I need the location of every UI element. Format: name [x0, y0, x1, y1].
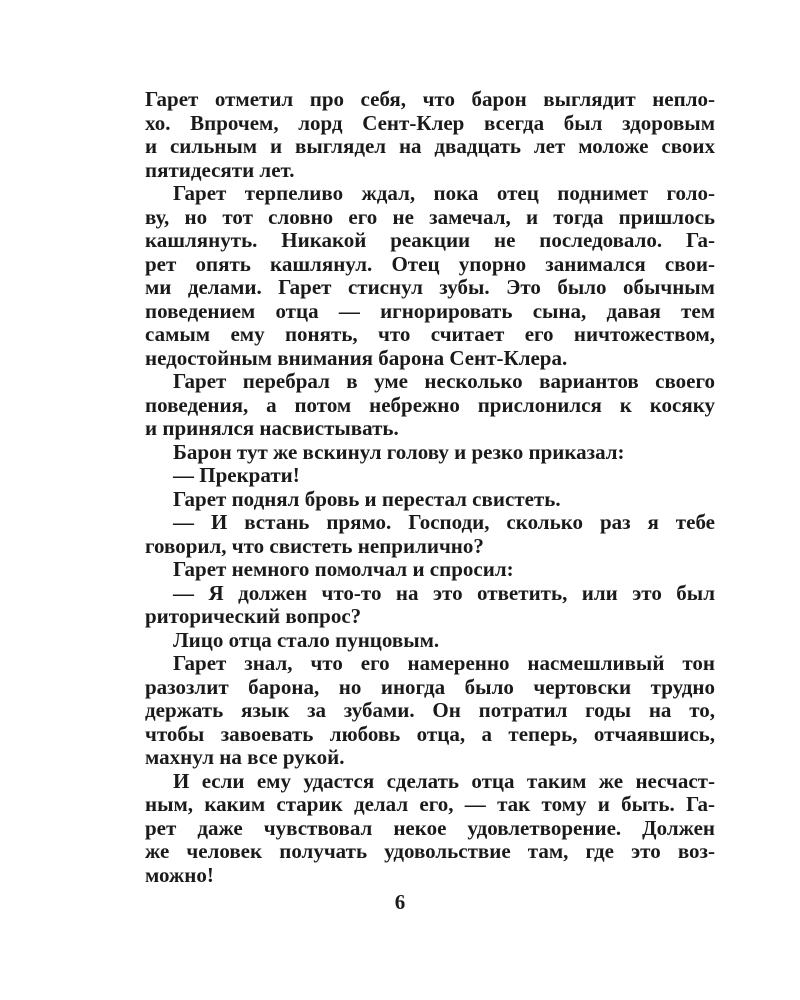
- text-line: самым ему понять, что считает его ничтожеством,: [145, 322, 715, 346]
- text-line: Гарет перебрал в уме несколько вариантов своего: [173, 369, 715, 393]
- text-line: чтобы завоевать любовь отца, а теперь, отчаявшись,: [145, 721, 715, 746]
- text-line: говорил, что свистеть неприлично?: [145, 533, 484, 558]
- text-line: Гарет знал, что его намеренно насмешливый тон: [173, 651, 715, 675]
- text-line: Гарет терпеливо ждал, пока отец поднимет голо-: [173, 181, 715, 205]
- text-line: Барон тут же вскинул голову и резко приказал:: [173, 439, 625, 464]
- text-line: Лицо отца стало пунцовым.: [173, 627, 440, 652]
- text-line: ми делами. Гарет стиснул зубы. Это было обычным: [145, 275, 715, 299]
- text-line: можно!: [145, 862, 214, 887]
- text-line: же человек получать удовольствие там, где это воз-: [145, 839, 715, 863]
- text-line: и сильным и выглядел на двадцать лет моложе своих: [145, 134, 715, 158]
- text-line: кашлянуть. Никакой реакции не последовало. Га-: [145, 228, 715, 252]
- text-line: поведения, а потом небрежно прислонился к косяку: [145, 392, 715, 417]
- text-line: Гарет отметил про себя, что барон выглядит непло-: [145, 87, 715, 111]
- text-line: рет даже чувствовал некое удовлетворение. Должен: [145, 815, 715, 840]
- text-line: — Я должен что-то на это ответить, или это был: [173, 580, 715, 605]
- text-line: Гарет немного помолчал и спросил:: [173, 557, 514, 581]
- text-line: — Прекрати!: [173, 463, 300, 487]
- text-line: Гарет поднял бровь и перестал свистеть.: [173, 486, 561, 511]
- text-line: хо. Впрочем, лорд Сент-Клер всегда был здоровым: [145, 110, 715, 135]
- text-line: ным, каким старик делал его, — так тому и быть. Га-: [145, 792, 715, 816]
- text-line: пятидесяти лет.: [145, 157, 295, 182]
- page-number: 6: [394, 890, 406, 914]
- text-line: риторический вопрос?: [145, 604, 362, 628]
- text-line: И если ему удастся сделать отца таким же несчаст-: [173, 768, 715, 793]
- text-line: махнул на все рукой.: [145, 745, 345, 769]
- text-line: и принялся насвистывать.: [145, 416, 399, 440]
- text-line: рет опять кашлянул. Отец упорно занимался свои-: [145, 251, 715, 276]
- text-line: держать язык за зубами. Он потратил годы на то,: [145, 698, 715, 722]
- text-line: поведением отца — игнорировать сына, давая тем: [145, 298, 715, 323]
- body-text: [145, 88, 715, 887]
- text-line: ву, но тот словно его не замечал, и тогда пришлось: [145, 204, 715, 229]
- text-line: недостойным внимания барона Сент-Клера.: [145, 345, 568, 370]
- text-line: — И встань прямо. Господи, сколько раз я тебе: [173, 510, 715, 534]
- text-line: разозлит барона, но иногда было чертовски трудно: [145, 674, 715, 699]
